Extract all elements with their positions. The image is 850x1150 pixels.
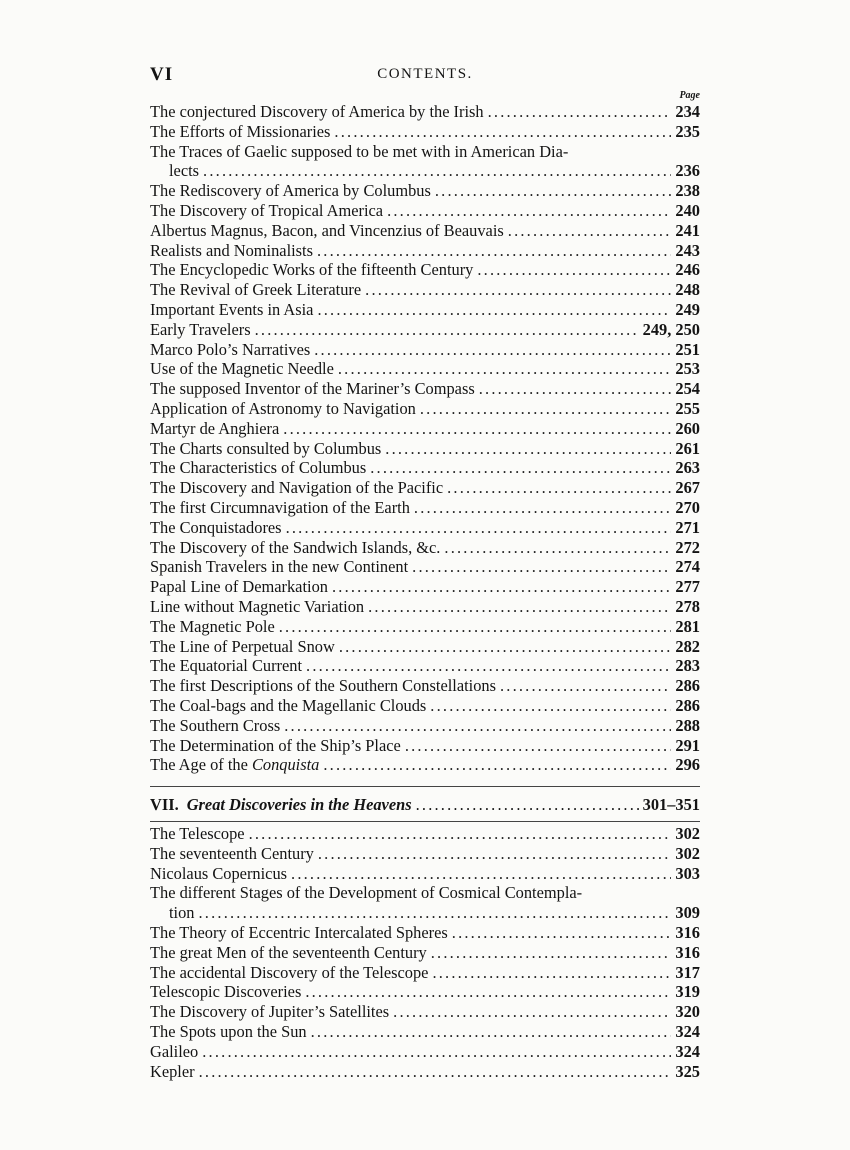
dot-leader xyxy=(323,755,671,775)
contents-entry xyxy=(150,716,700,736)
contents-entry xyxy=(150,1002,700,1022)
dot-leader xyxy=(387,201,671,221)
entry-page: 241 xyxy=(675,220,700,240)
contents-entry xyxy=(150,478,700,498)
dot-leader xyxy=(500,676,671,696)
entry-page: 234 xyxy=(675,102,700,121)
entry-title: The first Circumnavigation of the Earth xyxy=(150,497,410,517)
dot-leader xyxy=(255,320,639,340)
entry-title-prefix: The Age of the xyxy=(150,755,252,775)
dot-leader xyxy=(477,260,671,280)
contents-entry xyxy=(150,617,700,637)
entry-page: 240 xyxy=(675,200,700,220)
entries-group-a xyxy=(150,102,700,142)
entry-page: 249, 250 xyxy=(642,319,700,339)
entry-page: 270 xyxy=(675,497,700,517)
entry-page: 263 xyxy=(675,458,700,478)
entry-page: 296 xyxy=(675,755,700,775)
dot-leader xyxy=(305,982,671,1002)
contents-entry xyxy=(150,557,700,577)
contents-entry xyxy=(150,181,700,201)
entry-page: 282 xyxy=(675,636,700,656)
entry-page: 324 xyxy=(675,1041,700,1061)
entry-title-line-2: lects xyxy=(169,161,200,181)
dot-leader xyxy=(435,181,672,201)
entry-title-line-1: The Traces of Gaelic supposed to be met with in American Dia- xyxy=(150,141,569,161)
entry-title: The Theory of Eccentric Intercalated Spheres xyxy=(150,922,448,942)
contents-entry xyxy=(150,340,700,360)
entry-title: The Encyclopedic Works of the fifteenth Century xyxy=(150,260,474,280)
entry-page: 325 xyxy=(675,1061,700,1081)
entry-title: The Characteristics of Columbus xyxy=(150,458,367,478)
contents-entry xyxy=(150,864,700,884)
dot-leader xyxy=(332,577,671,597)
entry-title: The first Descriptions of the Southern Constellations xyxy=(150,676,496,696)
section-divider-bottom xyxy=(150,821,700,822)
entry-title: Albertus Magnus, Bacon, and Vincenzius of Beauvais xyxy=(150,220,504,240)
entry-page: 316 xyxy=(675,922,700,942)
dot-leader xyxy=(318,844,672,864)
contents-entry xyxy=(150,102,700,122)
dot-leader xyxy=(385,439,671,459)
entry-page: 286 xyxy=(675,695,700,715)
entry-title: Line without Magnetic Variation xyxy=(150,596,365,616)
entry-title: The Line of Perpetual Snow xyxy=(150,636,335,656)
entry-page: 236 xyxy=(675,161,700,181)
entry-page: 272 xyxy=(675,537,700,557)
entry-title: Nicolaus Copernicus xyxy=(150,863,288,883)
entry-title: The Determination of the Ship’s Place xyxy=(150,735,401,755)
page-number: VI xyxy=(150,64,174,85)
section-title: Great Discoveries in the Heavens xyxy=(186,795,412,814)
entry-page: 246 xyxy=(675,260,700,280)
contents-entry xyxy=(150,844,700,864)
entry-page: 260 xyxy=(675,418,700,438)
entry-page: 248 xyxy=(675,280,700,300)
entry-title: The Efforts of Missionaries xyxy=(150,121,331,141)
contents-entry xyxy=(150,1042,700,1062)
contents-entry xyxy=(150,696,700,716)
entry-title: The Rediscovery of America by Columbus xyxy=(150,181,431,201)
entry-page: 238 xyxy=(675,181,700,201)
entry-title: The accidental Discovery of the Telescope xyxy=(150,962,429,982)
running-title: CONTENTS. xyxy=(377,66,473,82)
entry-page: 303 xyxy=(675,863,700,883)
contents-entry xyxy=(150,656,700,676)
page-header xyxy=(150,64,700,88)
page-column-label: Page xyxy=(679,90,700,101)
entry-title: The Discovery and Navigation of the Pacific xyxy=(150,478,444,498)
contents-entry xyxy=(150,923,700,943)
dot-leader xyxy=(334,122,671,142)
dot-leader xyxy=(306,656,671,676)
dot-leader xyxy=(432,963,671,983)
dot-leader xyxy=(317,241,671,261)
entry-page: 302 xyxy=(675,843,700,863)
dot-leader xyxy=(488,102,672,122)
dot-leader xyxy=(249,824,672,844)
contents-entry-gaelic xyxy=(150,142,700,182)
dot-leader xyxy=(368,597,671,617)
contents-entry-conquista xyxy=(150,755,700,775)
entry-page: 291 xyxy=(675,735,700,755)
entry-title: Martyr de Anghiera xyxy=(150,418,280,438)
entry-continuation xyxy=(150,903,700,923)
contents-entry xyxy=(150,518,700,538)
entry-title: Application of Astronomy to Navigation xyxy=(150,398,416,418)
contents-entry xyxy=(150,241,700,261)
contents-entry xyxy=(150,260,700,280)
entry-title xyxy=(150,755,319,775)
contents-entry xyxy=(150,824,700,844)
entry-page: 277 xyxy=(675,577,700,597)
entry-title: Realists and Nominalists xyxy=(150,240,313,260)
entry-page: 286 xyxy=(675,676,700,696)
entry-page: 255 xyxy=(675,398,700,418)
contents-entry xyxy=(150,498,700,518)
entry-title: Use of the Magnetic Needle xyxy=(150,359,334,379)
contents-entry xyxy=(150,122,700,142)
dot-leader xyxy=(339,637,672,657)
entries-group-c xyxy=(150,824,700,883)
contents-list xyxy=(150,102,700,775)
contents-entry xyxy=(150,419,700,439)
entry-title: Galileo xyxy=(150,1041,199,1061)
dot-leader xyxy=(447,478,671,498)
entry-title: The conjectured Discovery of America by the Irish xyxy=(150,102,484,121)
dot-leader xyxy=(479,379,672,399)
entry-title: The Coal-bags and the Magellanic Clouds xyxy=(150,695,427,715)
dot-leader xyxy=(338,359,672,379)
contents-entry xyxy=(150,399,700,419)
entry-page: 309 xyxy=(675,903,700,923)
dot-leader xyxy=(365,280,671,300)
dot-leader xyxy=(203,161,671,181)
entry-page: 319 xyxy=(675,982,700,1002)
entry-title: The Telescope xyxy=(150,824,245,843)
entry-page: 316 xyxy=(675,942,700,962)
dot-leader xyxy=(414,498,672,518)
dot-leader xyxy=(202,1042,671,1062)
entry-page: 302 xyxy=(675,824,700,843)
dot-leader xyxy=(431,943,672,963)
entry-page: 320 xyxy=(675,1002,700,1022)
dot-leader xyxy=(420,399,672,419)
entry-page: 249 xyxy=(675,299,700,319)
entries-group-d xyxy=(150,923,700,1081)
contents-entry xyxy=(150,458,700,478)
contents-entry xyxy=(150,1022,700,1042)
entry-page: 267 xyxy=(675,478,700,498)
contents-entry xyxy=(150,320,700,340)
dot-leader xyxy=(314,340,671,360)
dot-leader xyxy=(430,696,671,716)
entry-title: The Discovery of the Sandwich Islands, &c. xyxy=(150,537,441,557)
entry-title: The Equatorial Current xyxy=(150,656,303,676)
entry-continuation xyxy=(150,161,700,181)
entry-page: 254 xyxy=(675,379,700,399)
dot-leader xyxy=(291,864,671,884)
section-page-range: 301–351 xyxy=(642,795,700,814)
entry-page: 317 xyxy=(675,962,700,982)
entry-title: The Charts consulted by Columbus xyxy=(150,438,382,458)
dot-leader xyxy=(286,518,672,538)
entry-page: 261 xyxy=(675,438,700,458)
entry-page: 274 xyxy=(675,557,700,577)
entry-page: 283 xyxy=(675,656,700,676)
entries-group-b xyxy=(150,181,700,755)
contents-entry xyxy=(150,676,700,696)
entry-title: Telescopic Discoveries xyxy=(150,982,302,1002)
entry-title: Important Events in Asia xyxy=(150,299,314,319)
entry-title: The Discovery of Tropical America xyxy=(150,200,384,220)
entry-page: 243 xyxy=(675,240,700,260)
entry-title: The Southern Cross xyxy=(150,715,281,735)
entry-title: The Magnetic Pole xyxy=(150,616,275,636)
entry-title: The Spots upon the Sun xyxy=(150,1021,307,1041)
contents-entry xyxy=(150,280,700,300)
entry-page: 253 xyxy=(675,359,700,379)
contents-entry xyxy=(150,597,700,617)
contents-entry xyxy=(150,359,700,379)
entry-title: Kepler xyxy=(150,1061,195,1081)
dot-leader xyxy=(279,617,672,637)
contents-entry xyxy=(150,538,700,558)
dot-leader xyxy=(393,1002,671,1022)
entry-title-italic: Conquista xyxy=(251,755,320,775)
contents-entry xyxy=(150,221,700,241)
dot-leader xyxy=(283,419,671,439)
entry-title-line-2: tion xyxy=(169,903,195,923)
dot-leader xyxy=(317,300,671,320)
entry-title-line-1: The different Stages of the Development of Cosmical Contempla- xyxy=(150,883,583,903)
contents-entry xyxy=(150,1062,700,1082)
dot-leader xyxy=(284,716,671,736)
contents-entry xyxy=(150,637,700,657)
entry-page: 271 xyxy=(675,517,700,537)
entry-page: 278 xyxy=(675,596,700,616)
contents-entry-stages xyxy=(150,883,700,923)
contents-entry xyxy=(150,943,700,963)
dot-leader xyxy=(416,795,639,815)
contents-entry xyxy=(150,379,700,399)
contents-entry xyxy=(150,963,700,983)
contents-entry xyxy=(150,982,700,1002)
entry-title: Marco Polo’s Narratives xyxy=(150,339,311,359)
contents-entry xyxy=(150,201,700,221)
entry-title: The Conquistadores xyxy=(150,517,282,537)
entry-page: 235 xyxy=(675,121,700,141)
entry-title: Early Travelers xyxy=(150,319,251,339)
entry-title: Spanish Travelers in the new Continent xyxy=(150,557,409,577)
entry-title: Papal Line of Demarkation xyxy=(150,577,328,597)
section-heading xyxy=(150,795,700,815)
contents-entry xyxy=(150,439,700,459)
contents-list-section-vii xyxy=(150,824,700,1081)
entry-title: The seventeenth Century xyxy=(150,843,314,863)
contents-entry xyxy=(150,577,700,597)
dot-leader xyxy=(444,538,671,558)
section-numeral: VII. xyxy=(150,795,179,814)
dot-leader xyxy=(199,903,672,923)
entry-title: The great Men of the seventeenth Century xyxy=(150,942,427,962)
entry-title: The Revival of Greek Literature xyxy=(150,280,362,300)
entry-page: 281 xyxy=(675,616,700,636)
dot-leader xyxy=(412,557,671,577)
dot-leader xyxy=(508,221,672,241)
entry-page: 251 xyxy=(675,339,700,359)
entry-title: The Discovery of Jupiter’s Satellites xyxy=(150,1002,390,1022)
dot-leader xyxy=(405,736,672,756)
entry-page: 288 xyxy=(675,715,700,735)
dot-leader xyxy=(370,458,671,478)
entry-page: 324 xyxy=(675,1021,700,1041)
contents-entry xyxy=(150,300,700,320)
section-divider-top xyxy=(150,786,700,787)
dot-leader xyxy=(311,1022,672,1042)
dot-leader xyxy=(452,923,672,943)
dot-leader xyxy=(199,1062,672,1082)
section-row xyxy=(150,795,700,815)
entry-title: The supposed Inventor of the Mariner’s Compass xyxy=(150,379,475,399)
contents-entry xyxy=(150,736,700,756)
